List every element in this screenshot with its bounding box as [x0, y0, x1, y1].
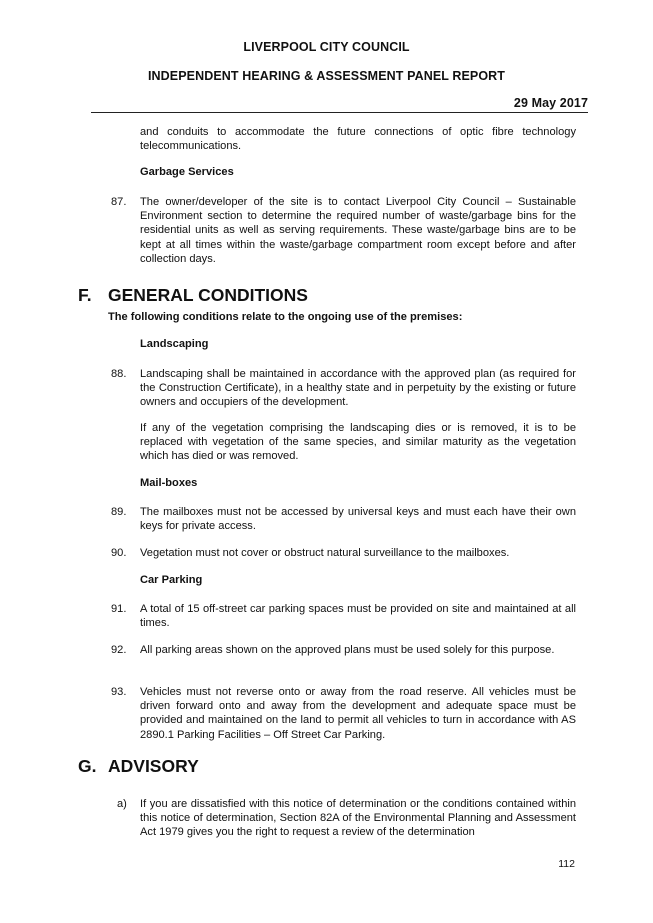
- subheading-mail-boxes: Mail-boxes: [140, 477, 198, 489]
- clause-88-second-paragraph: If any of the vegetation comprising the landscaping dies or is removed, it is to be replaced with vegetation of the same species, and similar maturity as the vegetation which has died or was removed.: [140, 422, 576, 463]
- header-council: LIVERPOOL CITY COUNCIL: [243, 40, 410, 54]
- subheading-car-parking: Car Parking: [140, 574, 203, 586]
- clause-93-text: Vehicles must not reverse onto or away from the road reserve. All vehicles must be driven forward onto and away from the development and adequate space must be provided and maintained on the land to permit all vehicles to turn in accordance with AS 2890.1 Parking Facilities – Off Street Car Parking.: [140, 686, 576, 741]
- clause-number-89: 89.: [111, 506, 127, 518]
- page-number: 112: [558, 858, 575, 870]
- section-f-title: GENERAL CONDITIONS: [108, 285, 308, 305]
- advisory-item-a-text: If you are dissatisfied with this notice of determination or the conditions contained within this notice of determination, Section 82A of the Environmental Planning and Assessment Act 1979 gives you the right to request a review of the determination: [140, 798, 576, 839]
- clause-90-text: Vegetation must not cover or obstruct natural surveillance to the mailboxes.: [140, 547, 510, 559]
- advisory-item-a-label: a): [117, 798, 127, 810]
- clause-87-text: The owner/developer of the site is to contact Liverpool City Council – Sustainable Environment section to determine the required number of waste/garbage bins for the residential units as well as serving requirements. These waste/garbage bins are to be kept at all times within the waste/garbage compartment room except before and after collection days.: [140, 196, 576, 265]
- header-date: 29 May 2017: [513, 96, 588, 110]
- clause-number-87: 87.: [111, 196, 127, 208]
- subheading-landscaping: Landscaping: [140, 338, 209, 350]
- section-f-intro: The following conditions relate to the ongoing use of the premises:: [108, 311, 463, 323]
- clause-number-93: 93.: [111, 686, 127, 698]
- header-report-title: INDEPENDENT HEARING & ASSESSMENT PANEL REPORT: [147, 69, 506, 83]
- header-rule: [91, 112, 588, 113]
- clause-88-text: Landscaping shall be maintained in accordance with the approved plan (as required for the Construction Certificate), in a healthy state and in perpetuity by the existing or future owners and occupiers of the development.: [140, 368, 576, 409]
- clause-92-text: All parking areas shown on the approved plans must be used solely for this purpose.: [140, 644, 555, 656]
- section-g-letter: G.: [78, 756, 97, 776]
- clause-number-90: 90.: [111, 547, 127, 559]
- clause-89-text: The mailboxes must not be accessed by universal keys and must each have their own keys for private access.: [140, 506, 576, 533]
- section-g-title: ADVISORY: [108, 756, 199, 776]
- clause-number-91: 91.: [111, 603, 127, 615]
- continuation-paragraph: and conduits to accommodate the future connections of optic fibre technology telecommunications.: [140, 126, 576, 153]
- subheading-garbage-services: Garbage Services: [140, 166, 234, 178]
- section-f-letter: F.: [78, 285, 92, 305]
- clause-number-88: 88.: [111, 368, 127, 380]
- clause-number-92: 92.: [111, 644, 127, 656]
- clause-91-text: A total of 15 off-street car parking spaces must be provided on site and maintained at all times.: [140, 603, 576, 630]
